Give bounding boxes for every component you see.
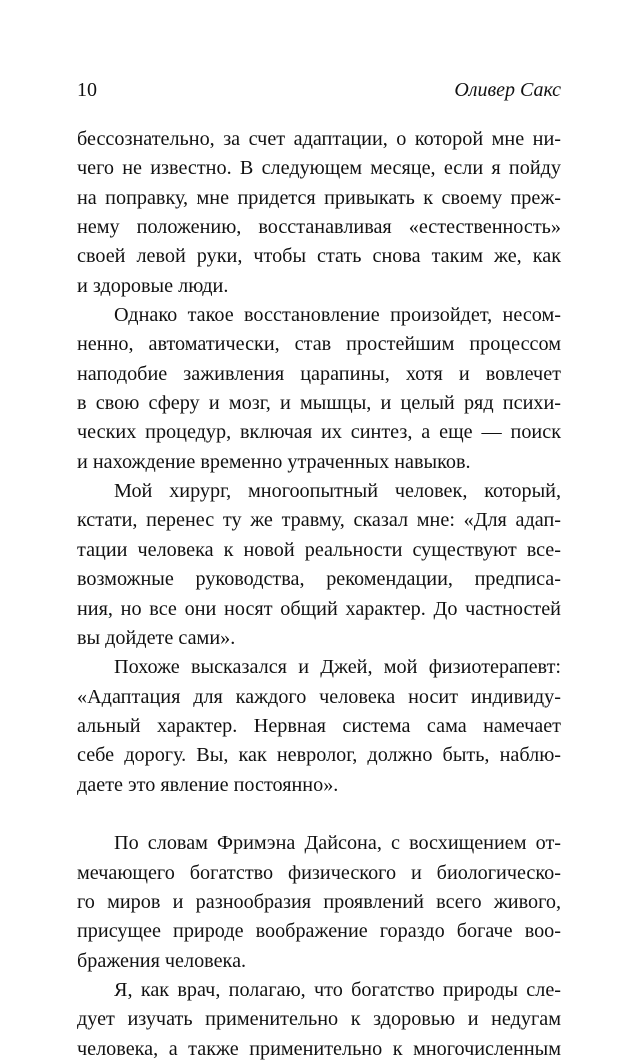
- text-line: на поправку, мне придется привыкать к своему преж-: [77, 186, 561, 209]
- text-line: мечающего богатство физического и биологическо-: [77, 861, 561, 884]
- text-line: бессознательно, за счет адаптации, о которой мне ни-: [77, 128, 561, 150]
- text-line: и нахождение временно утраченных навыков.: [77, 450, 471, 473]
- paragraph-5: [77, 829, 561, 976]
- text-line: Я, как врач, полагаю, что богатство природы сле-: [114, 978, 561, 1001]
- text-line: По словам Фримэна Дайсона, с восхищением от-: [114, 832, 561, 855]
- text-line: тации человека к новой реальности существуют все-: [77, 538, 561, 561]
- text-line: «Адаптация для каждого человека носит индивиду-: [77, 685, 561, 708]
- section-break: [77, 800, 561, 829]
- text-line: дует изучать применительно к здоровью и недугам: [77, 1008, 561, 1031]
- text-line: альный характер. Нервная система сама намечает: [77, 714, 561, 737]
- page-number: 10: [77, 79, 97, 101]
- text-line: кстати, перенес ту же травму, сказал мне: «Для адап-: [77, 509, 561, 532]
- paragraph-4: [77, 653, 561, 800]
- text-line: себе дорогу. Вы, как невролог, должно быть, наблю-: [77, 744, 561, 767]
- text-line: нему положению, восстанавливая «естественность»: [77, 216, 561, 239]
- text-line: наподобие заживления царапины, хотя и вовлечет: [77, 362, 561, 385]
- text-line: возможные руководства, рекомендации, предписа-: [77, 568, 561, 591]
- text-line: чего не известно. В следующем месяце, если я пойду: [77, 157, 561, 180]
- text-line: вы дойдете сами».: [77, 626, 236, 649]
- text-line: ненно, автоматически, став простейшим процессом: [77, 333, 561, 356]
- running-head-author: Оливер Сакс: [454, 79, 561, 101]
- body-text: [77, 125, 561, 1064]
- paragraph-2: [77, 301, 561, 477]
- text-line: своей левой руки, чтобы стать снова таким же, как: [77, 245, 561, 268]
- text-line: бражения человека.: [77, 949, 247, 972]
- text-line: го миров и разнообразия проявлений всего живого,: [77, 890, 561, 913]
- text-line: Похоже высказался и Джей, мой физиотерапевт:: [114, 656, 561, 679]
- text-line: и здоровые люди.: [77, 274, 229, 297]
- page-header: [77, 77, 561, 103]
- paragraph-3: [77, 477, 561, 653]
- text-line: ческих процедур, включая их синтез, а еще — поиск: [77, 421, 561, 444]
- paragraph-6: [77, 976, 561, 1064]
- text-line: Мой хирург, многоопытный человек, который,: [114, 480, 561, 503]
- text-line: присущее природе воображение гораздо богаче воо-: [77, 920, 561, 943]
- paragraph-1: [77, 125, 561, 301]
- text-line: в свою сферу и мозг, и мышцы, и целый ряд психи-: [77, 392, 561, 415]
- text-line: человека, а также применительно к многочисленным: [77, 1037, 561, 1060]
- text-line: Однако такое восстановление произойдет, несом-: [114, 304, 561, 327]
- text-line: даете это явление постоянно».: [77, 773, 339, 796]
- text-line: ния, но все они носят общий характер. До частностей: [77, 597, 561, 620]
